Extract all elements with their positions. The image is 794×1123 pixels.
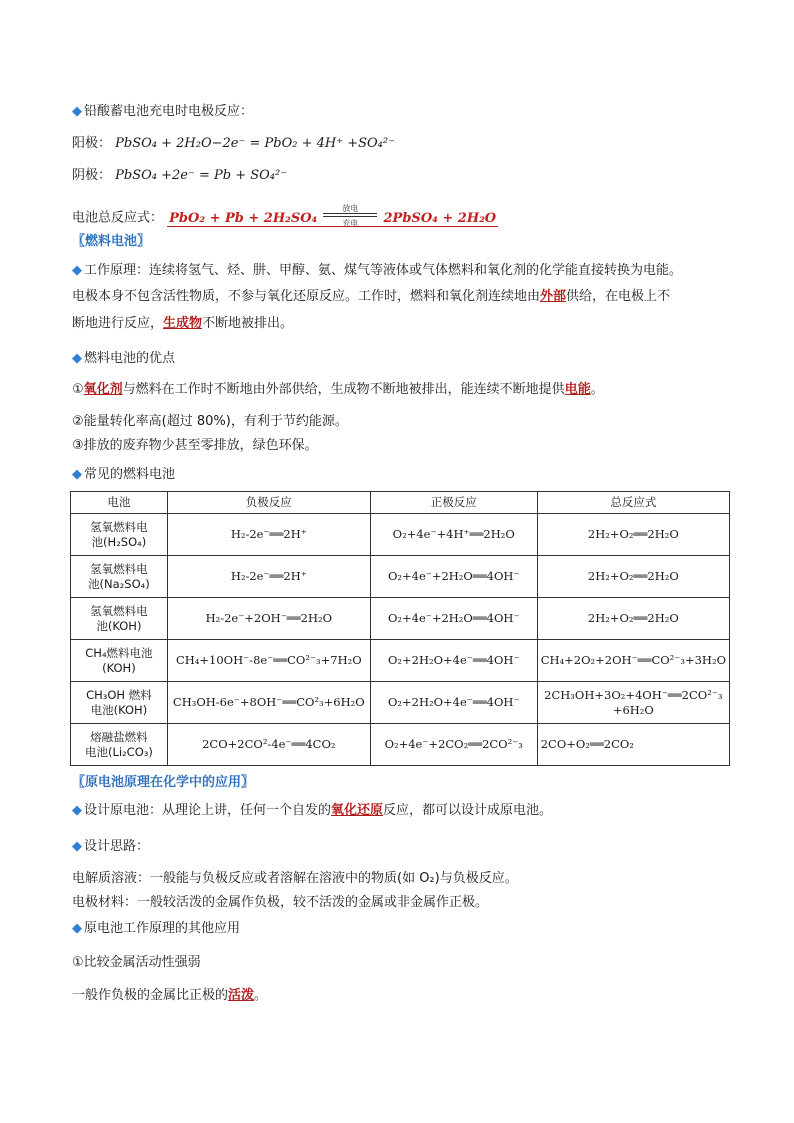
advantage-3: ③排放的废弃物少甚至零排放，绿色环保。 xyxy=(72,438,318,453)
total-equation-blank xyxy=(167,204,498,228)
cell-negative: H₂-2e⁻══2H⁺ xyxy=(167,514,370,556)
table-header-row xyxy=(71,492,730,514)
diamond-bullet-icon: ◆ xyxy=(72,467,82,482)
table-row xyxy=(71,640,730,682)
cell-positive: O₂+2H₂O+4e⁻══4OH⁻ xyxy=(370,640,537,682)
cell-negative: H₂-2e⁻══2H⁺ xyxy=(167,556,370,598)
cell-positive: O₂+4e⁻+2CO₂══2CO²⁻₃ xyxy=(370,724,537,766)
table-row xyxy=(71,724,730,766)
cell-total: CH₄+2O₂+2OH⁻══CO²⁻₃+3H₂O xyxy=(537,640,729,682)
cell-total: 2H₂+O₂══2H₂O xyxy=(537,514,729,556)
total-equation-right: 2PbSO₄ + 2H₂O xyxy=(383,210,497,226)
table-row xyxy=(71,598,730,640)
cell-name: 氢氧燃料电 池(KOH) xyxy=(71,598,168,640)
diamond-bullet-icon: ◆ xyxy=(72,351,82,366)
compare-activity-heading: ①比较金属活动性强弱 xyxy=(72,955,201,970)
header-cell: 负极反应 xyxy=(167,492,370,514)
electrolyte-line: 电解质溶液：一般能与负极反应或者溶解在溶液中的物质(如 O₂)与负极反应。 xyxy=(72,871,518,886)
fuel-cell-principle-line1: ◆ 工作原理：连续将氢气、烃、肼、甲醇、氨、煤气等液体或气体燃料和氧化剂的化学能直接转换为电能。 xyxy=(72,263,683,278)
cell-name: 氢氧燃料电 池(H₂SO₄) xyxy=(71,514,168,556)
diamond-bullet-icon: ◆ xyxy=(72,803,82,818)
compare-activity-text: 一般作负极的金属比正极的活泼。 xyxy=(72,988,268,1003)
fuel-cell-advantages-heading: ◆ 燃料电池的优点 xyxy=(72,351,176,366)
design-idea-heading: ◆ 设计思路： xyxy=(72,839,150,854)
cell-positive: O₂+2H₂O+4e⁻══4OH⁻ xyxy=(370,682,537,724)
diamond-bullet-icon: ◆ xyxy=(72,263,82,278)
anode-equation: PbSO₄ + 2H₂O−2e⁻ = PbO₂ + 4H⁺ +SO₄²⁻ xyxy=(115,136,395,151)
cell-negative: 2CO+2CO²-4e⁻══4CO₂ xyxy=(167,724,370,766)
lead-charge-heading: ◆ 铅酸蓄电池充电时电极反应： xyxy=(72,104,254,119)
cell-positive: O₂+4e⁻+4H⁺══2H₂O xyxy=(370,514,537,556)
fuel-cell-table xyxy=(70,491,730,766)
cell-name: 熔融盐燃料 电池(Li₂CO₃) xyxy=(71,724,168,766)
application-section-title: 〖原电池原理在化学中的应用〗 xyxy=(72,775,255,790)
reversible-arrow-icon: 放电 充电 xyxy=(321,209,379,227)
cell-total: 2CO+O₂══2CO₂ xyxy=(537,724,729,766)
common-fuel-cells-heading: ◆ 常见的燃料电池 xyxy=(72,467,176,482)
cell-positive: O₂+4e⁻+2H₂O══4OH⁻ xyxy=(370,598,537,640)
table-row xyxy=(71,556,730,598)
cell-negative: H₂-2e⁻+2OH⁻══2H₂O xyxy=(167,598,370,640)
table-row xyxy=(71,514,730,556)
total-reaction: 电池总反应式： PbO₂ + Pb + 2H₂SO₄ 放电 充电 2PbSO₄ + 2H₂O xyxy=(72,204,497,228)
cell-total: 2H₂+O₂══2H₂O xyxy=(537,556,729,598)
cell-negative: CH₃OH-6e⁻+8OH⁻══CO²₃+6H₂O xyxy=(167,682,370,724)
diamond-bullet-icon: ◆ xyxy=(72,104,82,119)
fuel-cell-principle-line2: 电极本身不包含活性物质，不参与氧化还原反应。工作时，燃料和氧化剂连续地由外部供给，在电极上不 xyxy=(72,289,671,304)
cell-name: 氢氧燃料电 池(Na₂SO₄) xyxy=(71,556,168,598)
table-row xyxy=(71,682,730,724)
cathode-reaction: 阴极： PbSO₄ +2e⁻ = Pb + SO₄²⁻ xyxy=(72,168,288,183)
cell-name: CH₃OH 燃料 电池(KOH) xyxy=(71,682,168,724)
diamond-bullet-icon: ◆ xyxy=(72,921,82,936)
cell-total: 2H₂+O₂══2H₂O xyxy=(537,598,729,640)
fuel-cell-principle-line3: 断地进行反应，生成物不断地被排出。 xyxy=(72,316,294,331)
advantage-1: ①氧化剂与燃料在工作时不断地由外部供给，生成物不断地被排出，能连续不断地提供电能。 xyxy=(72,382,604,397)
electrode-line: 电极材料：一般较活泼的金属作负极，较不活泼的金属或非金属作正极。 xyxy=(72,895,489,910)
header-cell: 电池 xyxy=(71,492,168,514)
fuel-cell-section-title: 〖燃料电池〗 xyxy=(72,234,151,249)
anode-reaction: 阳极： PbSO₄ + 2H₂O−2e⁻ = PbO₂ + 4H⁺ +SO₄²⁻ xyxy=(72,136,395,151)
design-cell-line: ◆ 设计原电池：从理论上讲，任何一个自发的氧化还原反应，都可以设计成原电池。 xyxy=(72,803,553,818)
header-cell: 总反应式 xyxy=(537,492,729,514)
header-cell: 正极反应 xyxy=(370,492,537,514)
cell-negative: CH₄+10OH⁻-8e⁻══CO²⁻₃+7H₂O xyxy=(167,640,370,682)
diamond-bullet-icon: ◆ xyxy=(72,839,82,854)
advantage-2: ②能量转化率高(超过 80%)，有利于节约能源。 xyxy=(72,414,348,429)
cathode-equation: PbSO₄ +2e⁻ = Pb + SO₄²⁻ xyxy=(115,168,288,183)
cell-positive: O₂+4e⁻+2H₂O══4OH⁻ xyxy=(370,556,537,598)
cell-total: 2CH₃OH+3O₂+4OH⁻══2CO²⁻₃ +6H₂O xyxy=(537,682,729,724)
cell-name: CH₄燃料电池 (KOH) xyxy=(71,640,168,682)
other-applications-heading: ◆ 原电池工作原理的其他应用 xyxy=(72,921,241,936)
total-equation-left: PbO₂ + Pb + 2H₂SO₄ xyxy=(169,210,318,226)
